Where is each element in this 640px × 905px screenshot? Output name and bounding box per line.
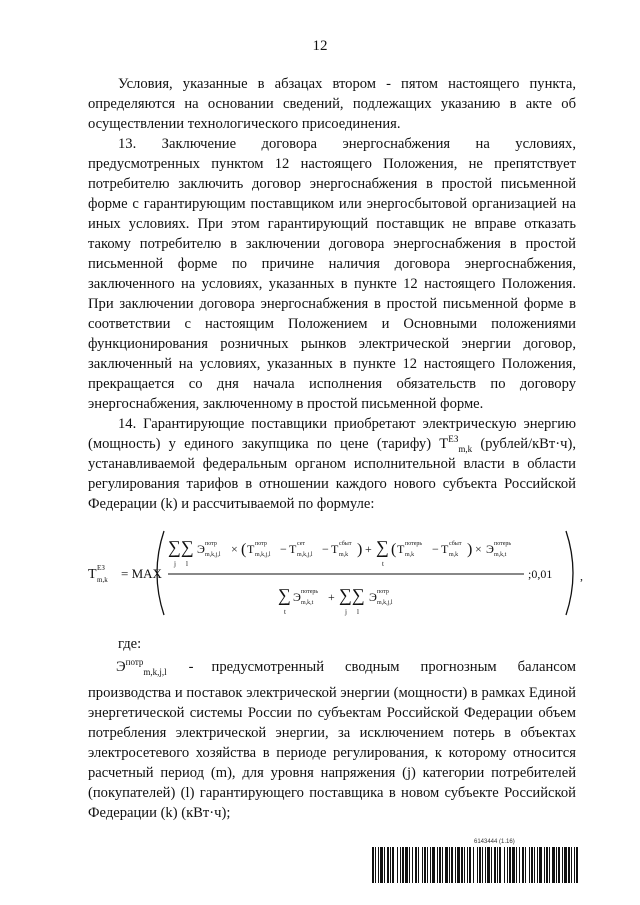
barcode-bar — [455, 847, 456, 883]
barcode-bar — [400, 847, 401, 883]
svg-text:Т: Т — [441, 542, 449, 556]
svg-text:Э: Э — [197, 542, 205, 556]
svg-text:×: × — [231, 542, 238, 556]
barcode-bar — [424, 847, 426, 883]
barcode-bar — [479, 847, 481, 883]
paragraph-conditions: Условия, указанные в абзацах втором - пятом настоящего пункта, определяются на основании сведений, подлежащих указанию в акте об осуществлении технологического присоединения. — [88, 76, 576, 132]
svg-text:Т: Т — [289, 542, 297, 556]
svg-text:∑∑: ∑∑ — [339, 585, 365, 605]
barcode-bar — [387, 847, 389, 883]
svg-text:потерь: потерь — [405, 541, 423, 547]
barcode-bar — [576, 847, 578, 883]
paragraph-13: 13. Заключение договора энергоснабжения на условиях, предусмотренных пунктом 12 настоящего Положения, не препятствует потребителю заключить договор энергоснабжения в простой письменной форме с гарантирующим поставщиком или энергосбытовой организацией на иных условиях. При этом гарантирующий поставщик не вправе отказать такому потребителю в заключении договора энергоснабжения в простой письменной форме по причине наличия договора энергоснабжения, заключенного на условиях, указанных в пункте 12 настоящего Положения. При заключении договора энергоснабжения в простой письменной форме в соответствии с настоящим Положением и Основными положениями функционирования розничных рынков электрической энергии договор, заключенный на условиях, указанных в пункте 12 настоящего Положения, прекращается со дня начала исполнения обязательств по договору энергоснабжения, заключенному в простой письменной форме. — [88, 136, 576, 412]
barcode-bar — [491, 847, 492, 883]
formula-lhs-sup: ЕЗ — [97, 564, 105, 572]
barcode-bar — [558, 847, 560, 883]
svg-text:потр: потр — [255, 541, 267, 547]
barcode-bar — [430, 847, 431, 883]
svg-text:m,k: m,k — [405, 552, 415, 558]
svg-text:t: t — [284, 608, 286, 616]
barcode — [372, 847, 578, 883]
svg-text:t: t — [382, 560, 384, 568]
where-label: где: — [118, 636, 142, 652]
svg-text:m,k,t: m,k,t — [494, 552, 507, 558]
barcode-bar — [392, 847, 394, 883]
body-text — [88, 74, 576, 514]
formula-lhs-sub: m,k — [97, 576, 108, 584]
svg-text:Э: Э — [369, 590, 377, 604]
formula-lhs: Т — [88, 567, 97, 582]
barcode-bar — [402, 847, 404, 883]
barcode-bar — [439, 847, 441, 883]
formula-svg — [88, 523, 588, 623]
svg-text:(: ( — [391, 541, 397, 558]
svg-text:): ) — [467, 541, 473, 558]
svg-text:m,k,j,l: m,k,j,l — [255, 552, 271, 558]
svg-text:l: l — [357, 608, 359, 616]
svg-text:сбыт: сбыт — [339, 541, 352, 547]
barcode-bar — [442, 847, 443, 883]
definition-text: производства и поставок электрической энергии (мощности) в рамках Единой энергетической системы России по субъектам Российской Федерации объем потребления электрической энергии, за исключением потерь в объектах электросетевого хозяйства в периоде регулирования, к которому относится расчетный период (m), для уровня напряжения (j) категории потребителей (покупателей) (l) гарантирующего поставщика в новом субъекте Российской Федерации (k) (кВт·ч); — [88, 685, 576, 821]
barcode-bar — [529, 847, 530, 883]
definition-dash: - — [188, 659, 194, 675]
barcode-bar — [546, 847, 548, 883]
barcode-bar — [372, 847, 374, 883]
svg-text:потерь: потерь — [494, 541, 512, 547]
consumption-symbol: $Э^{потр}_{m,k,j,l}$ — [116, 657, 167, 677]
svg-text:сбыт: сбыт — [449, 541, 462, 547]
barcode-bar — [539, 847, 542, 883]
svg-text:l: l — [186, 560, 188, 568]
barcode-bar — [380, 847, 383, 883]
svg-text:Э: Э — [486, 542, 494, 556]
definition-block — [88, 657, 576, 823]
paragraph-14-part1: 14. Гарантирующие поставщики приобретают электрическую энергию (мощность) у единого закупщика по цене (тарифу) — [88, 416, 576, 452]
barcode-label: 6143444 (1.16) — [474, 839, 515, 845]
right-paren — [566, 531, 573, 615]
barcode-bar — [427, 847, 428, 883]
barcode-bar — [549, 847, 550, 883]
barcode-bar — [390, 847, 391, 883]
svg-text:×: × — [475, 542, 482, 556]
barcode-bar — [562, 847, 563, 883]
svg-text:потр: потр — [205, 541, 217, 547]
barcode-bar — [487, 847, 490, 883]
barcode-bar — [449, 847, 450, 883]
svg-text:+: + — [365, 542, 372, 556]
barcode-bar — [422, 847, 423, 883]
svg-text:j: j — [174, 560, 176, 568]
barcode-bar — [464, 847, 465, 883]
svg-text:m,k,j,l: m,k,j,l — [297, 552, 313, 558]
barcode-bar — [482, 847, 483, 883]
barcode-bar — [467, 847, 468, 883]
svg-text:Э: Э — [293, 590, 301, 604]
definition-first-text: предусмотренный сводным прогнозным балансом — [211, 659, 576, 675]
barcode-bar — [564, 847, 567, 883]
barcode-bar — [405, 847, 408, 883]
definition-first-line — [88, 657, 576, 677]
barcode-bar — [432, 847, 435, 883]
barcode-bar — [525, 847, 526, 883]
barcode-bar — [461, 847, 463, 883]
barcode-bar — [537, 847, 538, 883]
svg-text:Т: Т — [247, 542, 255, 556]
barcode-bar — [531, 847, 533, 883]
barcode-bar — [473, 847, 474, 883]
svg-text:(: ( — [241, 541, 247, 558]
barcode-bar — [522, 847, 524, 883]
barcode-bar — [418, 847, 419, 883]
svg-text:j: j — [345, 608, 347, 616]
barcode-bar — [437, 847, 438, 883]
barcode-bar — [512, 847, 515, 883]
barcode-bar — [519, 847, 520, 883]
barcode-bar — [412, 847, 413, 883]
barcode-bar — [556, 847, 557, 883]
barcode-bar — [534, 847, 535, 883]
barcode-bar — [409, 847, 410, 883]
paragraph-14 — [88, 414, 576, 514]
barcode-bar — [485, 847, 486, 883]
page-number: 12 — [312, 38, 328, 54]
barcode-bar — [574, 847, 575, 883]
svg-text:Т: Т — [331, 542, 339, 556]
barcode-bar — [516, 847, 517, 883]
svg-text:∑: ∑ — [376, 537, 389, 557]
svg-text:−: − — [432, 542, 439, 556]
barcode-bar — [378, 847, 379, 883]
tariff-formula — [88, 523, 588, 623]
barcode-bar — [375, 847, 376, 883]
barcode-bar — [568, 847, 570, 883]
paragraph-14-part2: (рублей/кВт·ч), устанавливаемой федеральным органом исполнительной власти в области регулирования тарифов в отношении каждого нового субъекта Российской Федерации (k) и рассчитываемой по формуле: — [88, 436, 576, 512]
barcode-bar — [509, 847, 511, 883]
tariff-symbol: $Т^{ЕЗ}_{m,k}$ — [439, 434, 473, 454]
svg-text:m,k,j,l: m,k,j,l — [377, 600, 393, 606]
formula-tail: ;0,01 — [528, 567, 553, 581]
formula-eq-max: = MAX — [121, 566, 162, 581]
barcode-bar — [494, 847, 496, 883]
barcode-bar — [397, 847, 398, 883]
svg-text:): ) — [357, 541, 363, 558]
barcode-bar — [499, 847, 501, 883]
barcode-bar — [544, 847, 545, 883]
barcode-bar — [571, 847, 572, 883]
svg-text:∑: ∑ — [278, 585, 291, 605]
barcode-bar — [451, 847, 453, 883]
svg-text:m,k: m,k — [339, 552, 349, 558]
formula-tail-comma: , — [580, 569, 583, 583]
svg-text:m,k,t: m,k,t — [301, 600, 314, 606]
svg-text:−: − — [280, 542, 287, 556]
barcode-bar — [384, 847, 385, 883]
svg-text:Т: Т — [397, 542, 405, 556]
svg-text:потерь: потерь — [301, 589, 319, 595]
barcode-bar — [445, 847, 448, 883]
barcode-bar — [507, 847, 508, 883]
svg-text:∑∑: ∑∑ — [168, 537, 194, 557]
barcode-bar — [477, 847, 478, 883]
barcode-bar — [504, 847, 505, 883]
svg-text:m,k,j,l: m,k,j,l — [205, 552, 221, 558]
barcode-bar — [552, 847, 555, 883]
svg-text:−: − — [322, 542, 329, 556]
barcode-bar — [469, 847, 471, 883]
svg-text:m,k: m,k — [449, 552, 459, 558]
barcode-bar — [457, 847, 460, 883]
svg-text:потр: потр — [377, 589, 389, 595]
barcode-bar — [415, 847, 417, 883]
barcode-bar — [497, 847, 498, 883]
svg-text:+: + — [328, 590, 335, 604]
svg-text:сет: сет — [297, 541, 306, 547]
